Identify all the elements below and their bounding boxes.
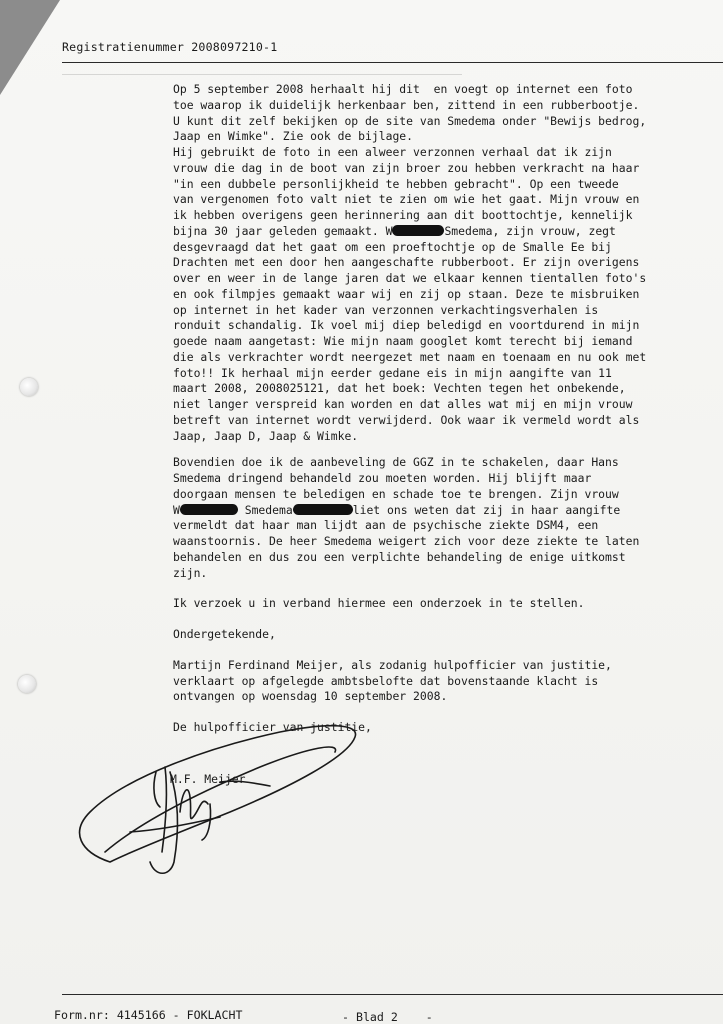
paragraph-photo-text: Op 5 september 2008 herhaalt hij dit en voegt op internet een foto toe waarop ik duidelijk herkenbaar ben, zittend in een rubberbootje. U kunt dit zelf bekijken op de site van Smedema onder "Bewijs bedrog, Jaap en Wimke". Zie ook de bijlage. Hij gebruikt de foto in een alweer verzonnen verhaal dat ik zijn vrouw die dag in de boot van zijn broer zou hebben verkracht na haar "in een dubbele personlijkheid te hebben gebracht". Op een tweede van vergenomen foto valt niet te zien om wie het gaat. Mijn vrouw en ik hebben overigens geen herinnering aan dit boottochtje, kennelijk bijna 30 jaar geleden gemaakt. W	[173, 82, 647, 238]
paragraph-ggz	[173, 455, 718, 581]
paragraph-undersigned: Ondergetekende,	[173, 627, 276, 641]
paragraph-ggz-name: Smedema	[237, 502, 293, 517]
registration-number: Registratienummer 2008097210-1	[62, 40, 278, 54]
paragraph-photo	[173, 82, 718, 444]
signature-name: M.F. Meijer	[170, 772, 246, 786]
form-number: Form.nr: 4145166 - FOKLACHT	[54, 1008, 243, 1022]
redaction-mark	[293, 504, 353, 515]
complaint-body	[173, 82, 718, 736]
header-rule	[62, 62, 723, 63]
page-number: - Blad 2 -	[342, 1010, 433, 1024]
paragraph-ggz-initial: W	[173, 502, 180, 517]
paragraph-photo-name: Smedema, zijn vrouw, zegt	[444, 223, 616, 238]
bleed-through-rule	[62, 74, 462, 75]
paragraph-declaration: Martijn Ferdinand Meijer, als zodanig hulpofficier van justitie, verklaart op afgelegde ambtsbelofte dat bovenstaande klacht is ontvangen op woensdag 10 september 2008.	[173, 657, 612, 704]
handwritten-signature	[70, 712, 370, 882]
paragraph-request: Ik verzoek u in verband hiermee een onderzoek in te stellen.	[173, 596, 585, 611]
paragraph-officer: De hulpofficier van justitie,	[173, 720, 372, 734]
paragraph-ggz-continued: vermeldt dat haar man lijdt aan de psychische ziekte DSM4, een waanstoornis. De heer Smedema weigert zich voor deze ziekte te laten behandelen en dus zou een verplichte behandeling de enige uitkomst zijn.	[173, 518, 640, 580]
folded-corner	[0, 0, 60, 95]
footer-rule	[62, 994, 723, 995]
punch-hole	[18, 675, 36, 693]
redaction-mark	[180, 504, 238, 515]
punch-hole	[20, 378, 38, 396]
paragraph-ggz-rest: liet ons weten dat zij in haar aangifte	[352, 502, 621, 517]
paragraph-photo-continued: desgevraagd dat het gaat om een proeftochtje op de Smalle Ee bij Drachten met een door hen aangeschafte rubberboot. Er zijn overigens over en weer in de lange jaren dat we elkaar kennen tientallen foto's en ook filmpjes gemaakt waar wij en zij op staan. Deze te misbruiken op internet in het kader van verzonnen verkachtingsverhalen is ronduit schandalig. Ik voel mij diep beledigd en voortdurend in mijn goede naam aangetast: Wie mijn naam googlet komt terecht bij iemand die als verkrachter wordt neergezet met naam en toenaam en nu ook met foto!! Ik herhaal mijn eerder gedane eis in mijn aangifte van 11 maart 2008, 2008025121, dat het boek: Vechten tegen het onbekende, niet langer verspreid kan worden en dat alles wat mij en mijn vrouw betreft van internet wordt verwijderd. Ook waar ik vermeld wordt als Jaap, Jaap D, Jaap & Wimke.	[173, 239, 647, 443]
redaction-mark	[392, 225, 444, 236]
paragraph-ggz-text: Bovendien doe ik de aanbeveling de GGZ in te schakelen, daar Hans Smedema dringend behandeld zou moeten worden. Hij blijft maar doorgaan mensen te beledigen en schade toe te brengen. Zijn vrouw	[173, 455, 619, 501]
